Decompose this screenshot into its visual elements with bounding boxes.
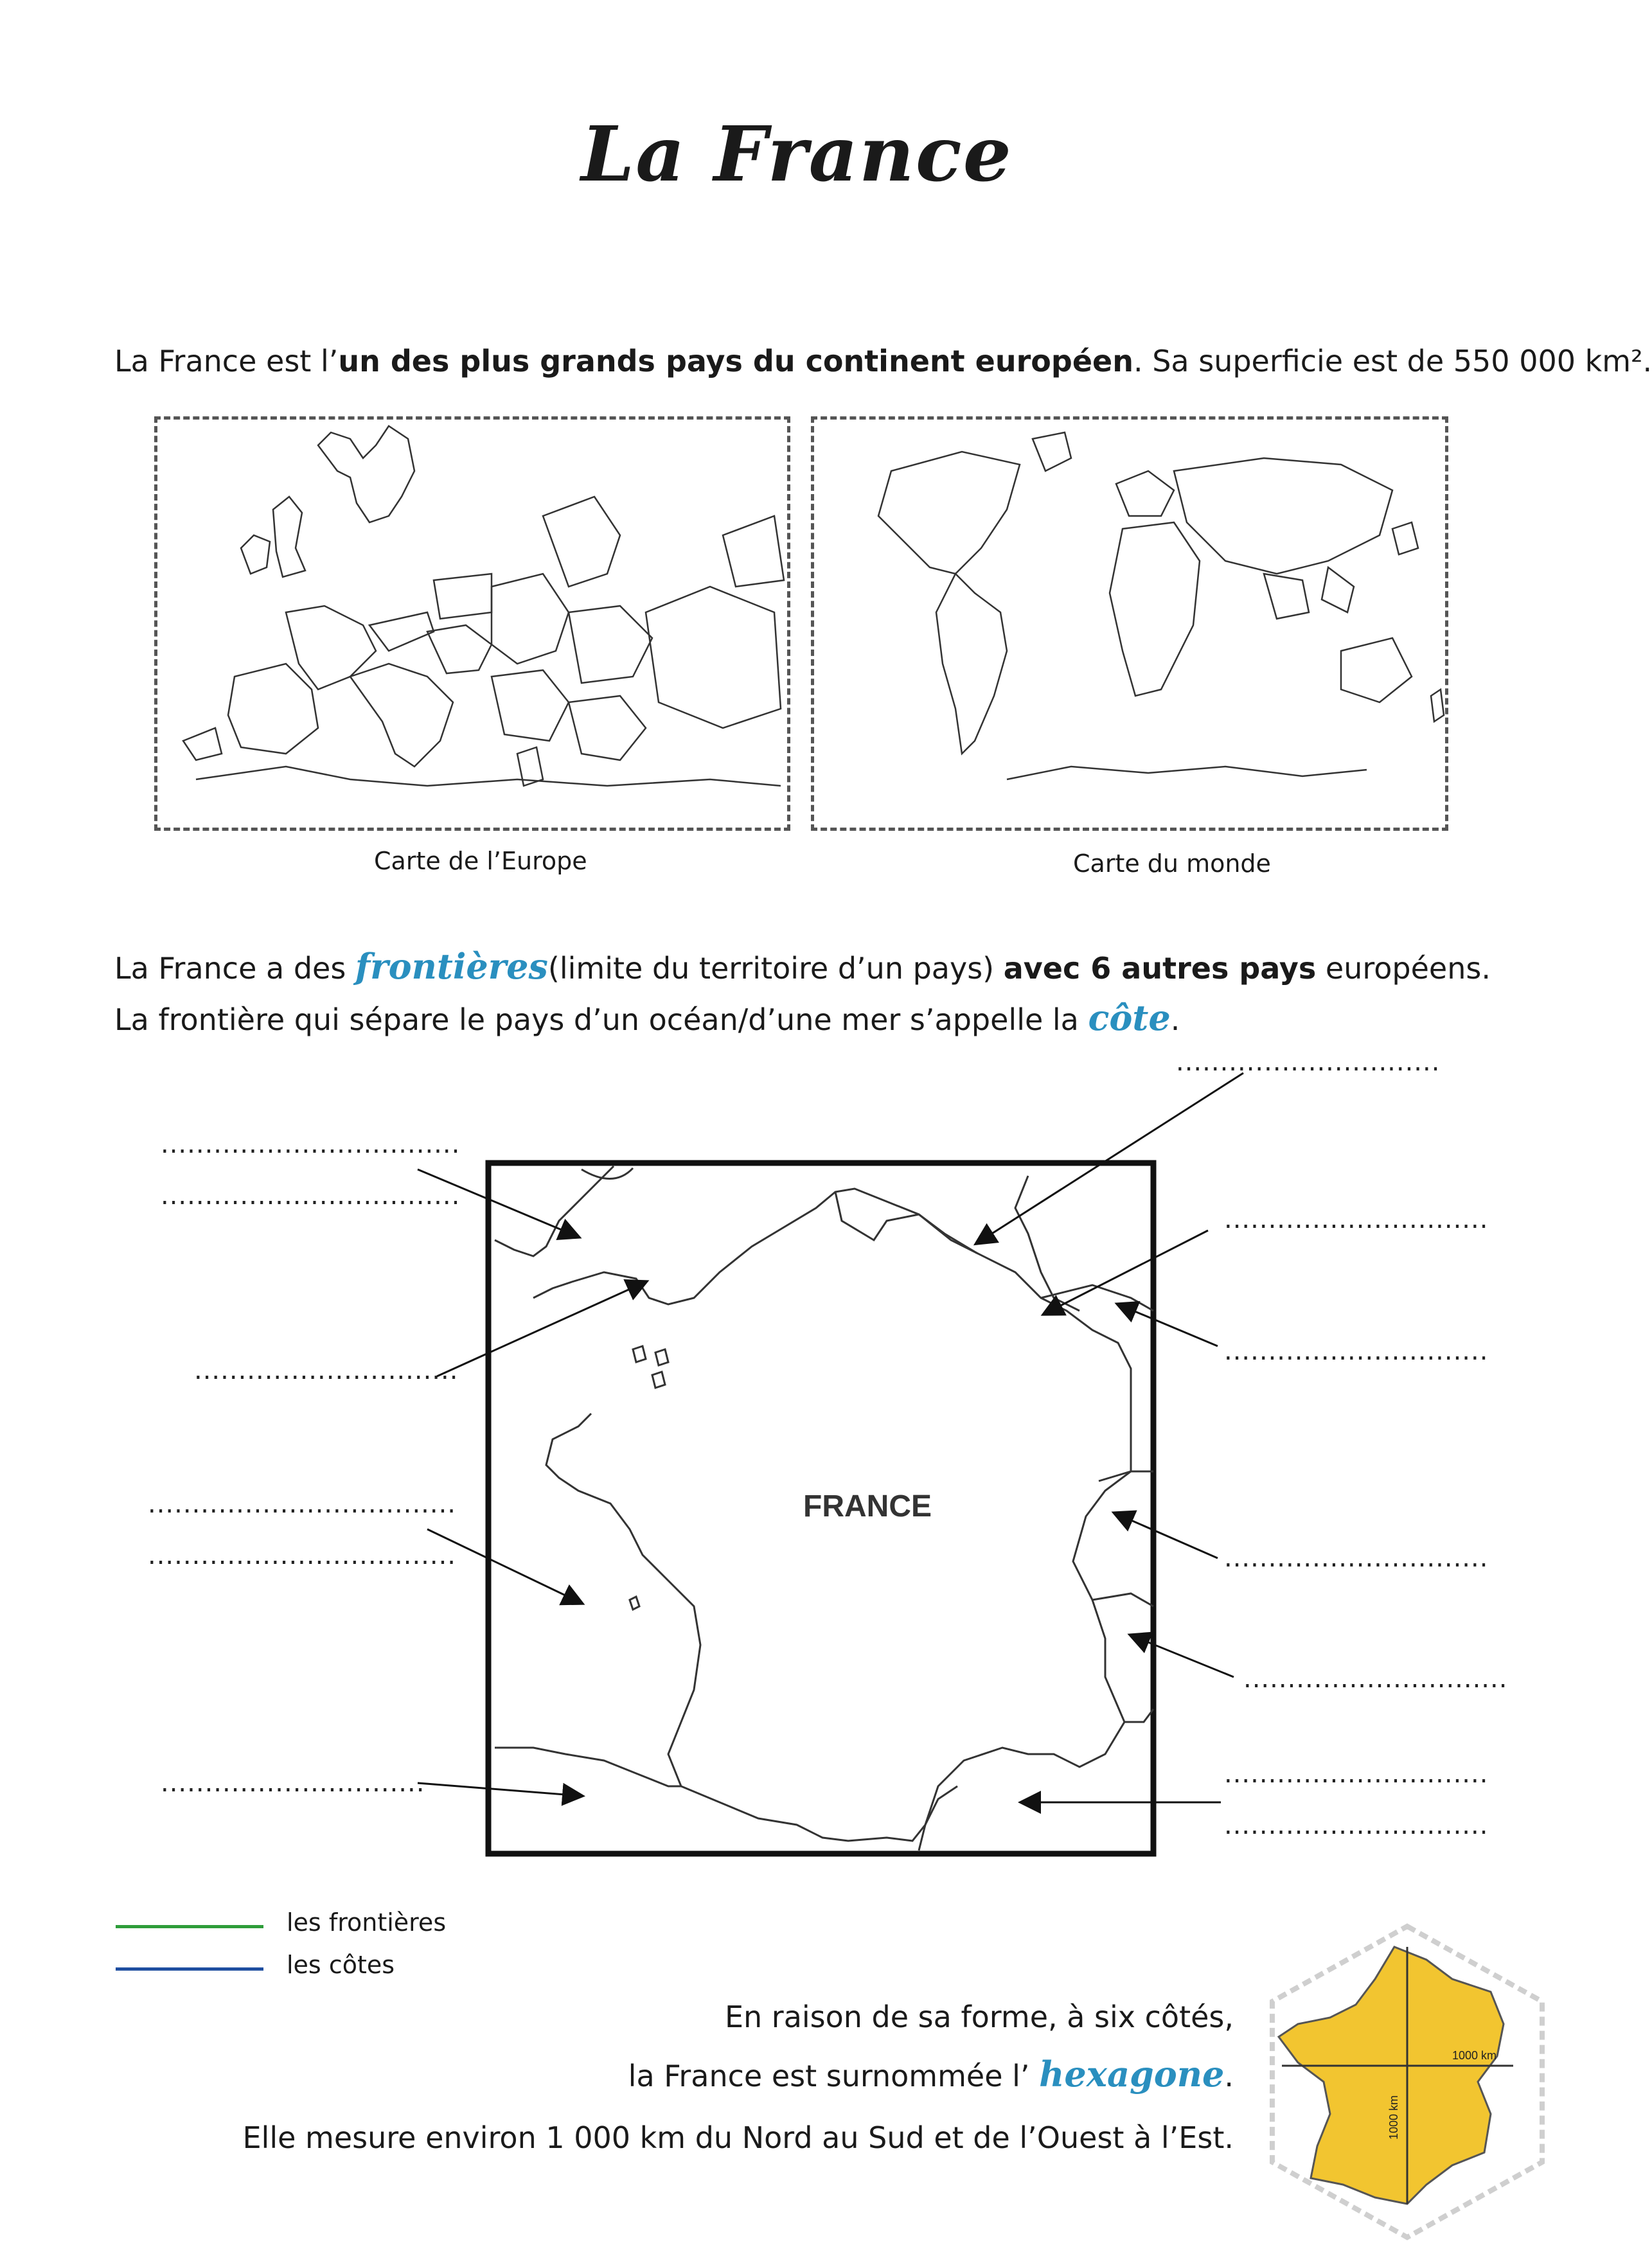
blank-line-5[interactable]: ................................... bbox=[148, 1541, 457, 1570]
intro-text-bold: un des plus grands pays du continent européen bbox=[338, 344, 1133, 378]
england-coast bbox=[495, 1166, 614, 1256]
vertical-measure-label: 1000 km bbox=[1387, 2095, 1400, 2140]
borders-sentence bbox=[114, 946, 1491, 987]
blank-line-8[interactable]: .............................. bbox=[1224, 1205, 1489, 1234]
world-map-caption: Carte du monde bbox=[1073, 849, 1271, 878]
keyword-hexagone: hexagone bbox=[1039, 2054, 1225, 2095]
blank-line-10[interactable]: .............................. bbox=[1224, 1543, 1489, 1573]
arrow-italie bbox=[1131, 1635, 1234, 1677]
intro-text-after: . Sa superficie est de 550 000 km². bbox=[1133, 344, 1652, 378]
borders-text-after: européens. bbox=[1316, 951, 1491, 986]
hexagon-line-2 bbox=[628, 2054, 1234, 2095]
coast-text-after: . bbox=[1170, 1002, 1180, 1037]
hexagon-france-image bbox=[1259, 1921, 1555, 2242]
intro-text-before: La France est l’ bbox=[114, 344, 339, 378]
legend-swatch-borders bbox=[116, 1925, 263, 1928]
world-map-outline bbox=[814, 420, 1445, 828]
blank-line-7[interactable]: .............................. bbox=[1176, 1047, 1441, 1077]
europe-map-outline bbox=[157, 420, 787, 828]
france-map-label: FRANCE bbox=[803, 1489, 932, 1523]
horizontal-measure-label: 1000 km bbox=[1452, 2049, 1497, 2062]
hexagon-text-after: . bbox=[1224, 2059, 1234, 2093]
blank-line-4[interactable]: ................................... bbox=[148, 1489, 457, 1519]
arrow-espagne bbox=[418, 1783, 582, 1796]
arrow-suisse bbox=[1115, 1513, 1218, 1558]
blank-line-12[interactable]: .............................. bbox=[1224, 1759, 1489, 1789]
arrow-manche bbox=[437, 1282, 646, 1376]
legend-swatch-coasts bbox=[116, 1967, 263, 1971]
hexagon-text-before: la France est surnommée l’ bbox=[628, 2059, 1040, 2093]
page-title: La France bbox=[581, 109, 1013, 199]
blank-line-6[interactable]: .............................. bbox=[161, 1768, 425, 1798]
world-map-frame[interactable] bbox=[811, 416, 1448, 831]
arrow-belgique bbox=[977, 1073, 1243, 1243]
borders-text-bold: avec 6 autres pays bbox=[1003, 951, 1317, 986]
keyword-cote: côte bbox=[1088, 997, 1171, 1038]
arrow-allemagne bbox=[1118, 1304, 1218, 1346]
blank-line-9[interactable]: .............................. bbox=[1224, 1336, 1489, 1366]
blank-line-3[interactable]: .............................. bbox=[194, 1356, 459, 1385]
coast-text-before: La frontière qui sépare le pays d’un océan/d’une mer s’appelle la bbox=[114, 1002, 1088, 1037]
keyword-frontieres: frontières bbox=[355, 946, 548, 987]
blank-line-2[interactable]: .................................. bbox=[161, 1181, 461, 1211]
blank-line-13[interactable]: .............................. bbox=[1224, 1811, 1489, 1840]
europe-map-caption: Carte de l’Europe bbox=[374, 847, 587, 875]
hexagon-line-1: En raison de sa forme, à six côtés, bbox=[724, 2000, 1234, 2034]
blank-line-1[interactable]: .................................. bbox=[161, 1130, 461, 1159]
blank-line-11[interactable]: .............................. bbox=[1243, 1664, 1508, 1694]
europe-map-frame[interactable] bbox=[154, 416, 790, 831]
borders-text-middle: (limite du territoire d’un pays) bbox=[547, 951, 1004, 986]
intro-sentence bbox=[114, 344, 1652, 378]
borders-text-before: La France a des bbox=[114, 951, 355, 986]
arrow-luxembourg bbox=[1044, 1230, 1208, 1314]
hexagon-line-3: Elle mesure environ 1 000 km du Nord au Sud et de l’Ouest à l’Est. bbox=[242, 2120, 1234, 2155]
legend-label-borders: les frontières bbox=[287, 1908, 447, 1937]
legend-label-coasts: les côtes bbox=[287, 1951, 395, 1979]
